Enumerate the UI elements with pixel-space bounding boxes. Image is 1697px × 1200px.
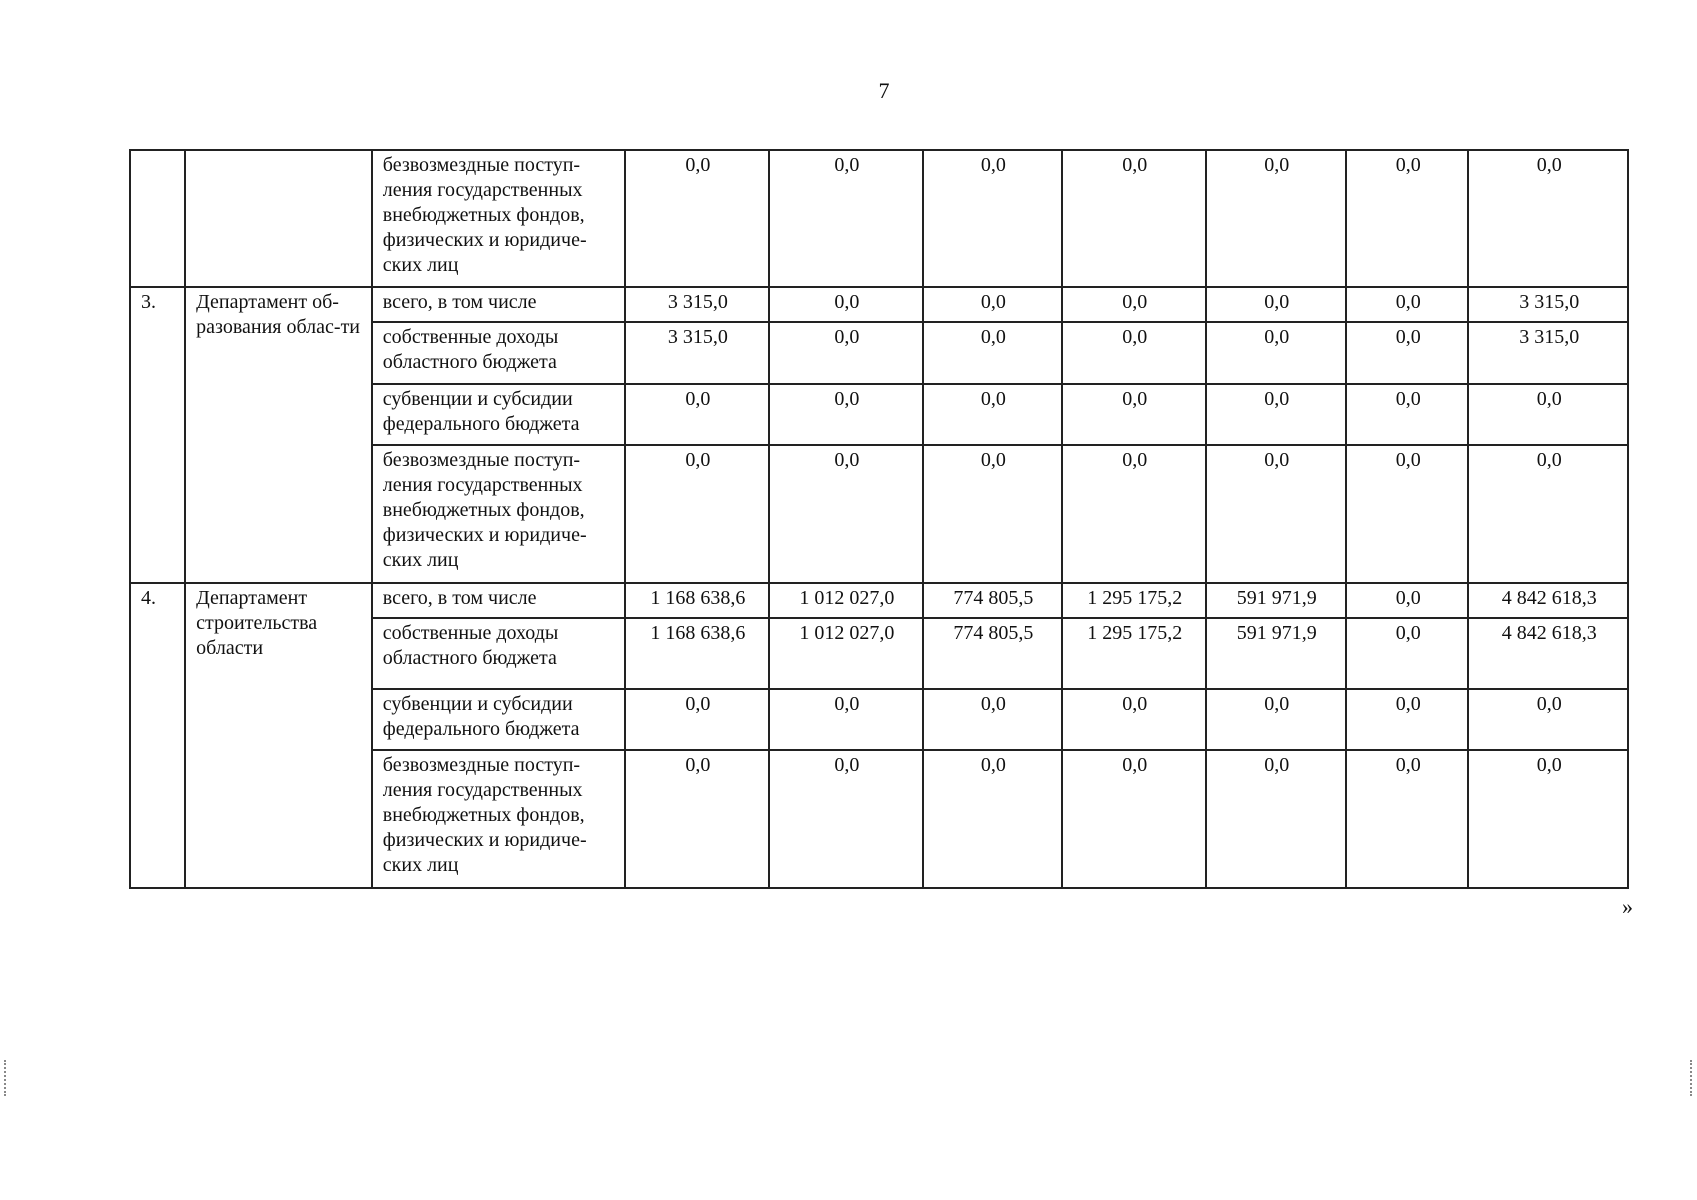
value-cell: 0,0 [769, 150, 923, 287]
scan-edge-mark-right [1690, 1060, 1692, 1096]
value-cell: 0,0 [1206, 384, 1346, 445]
value-cell: 0,0 [1468, 750, 1628, 888]
department-cell: Департамент об-разования облас-ти [185, 287, 372, 583]
value-cell: 0,0 [1346, 618, 1468, 689]
value-cell: 0,0 [1468, 384, 1628, 445]
value-cell: 0,0 [1206, 689, 1346, 750]
row-number-cell: 4. [130, 583, 185, 888]
value-cell: 0,0 [769, 445, 923, 583]
value-cell: 0,0 [1346, 322, 1468, 384]
department-cell: Департамент строительства области [185, 583, 372, 888]
value-cell: 0,0 [769, 689, 923, 750]
value-cell: 0,0 [1062, 384, 1205, 445]
value-cell: 0,0 [1468, 445, 1628, 583]
value-cell: 3 315,0 [1468, 287, 1628, 322]
value-cell: 0,0 [1346, 150, 1468, 287]
value-cell: 0,0 [1206, 287, 1346, 322]
value-cell: 0,0 [769, 287, 923, 322]
value-cell: 0,0 [1206, 750, 1346, 888]
row-number-cell: 3. [130, 287, 185, 583]
department-cell [185, 150, 372, 287]
value-cell: 0,0 [1346, 384, 1468, 445]
value-cell: 3 315,0 [625, 287, 769, 322]
value-cell: 0,0 [769, 750, 923, 888]
value-cell: 3 315,0 [1468, 322, 1628, 384]
funding-source-cell: всего, в том числе [372, 287, 625, 322]
funding-source-cell: субвенции и субсидии федерального бюджета [372, 689, 625, 750]
value-cell: 0,0 [1346, 750, 1468, 888]
value-cell: 0,0 [1468, 150, 1628, 287]
value-cell: 0,0 [1062, 689, 1205, 750]
value-cell: 0,0 [769, 322, 923, 384]
funding-source-cell: собственные доходы областного бюджета [372, 618, 625, 689]
value-cell: 4 842 618,3 [1468, 583, 1628, 618]
funding-source-cell: собственные доходы областного бюджета [372, 322, 625, 384]
value-cell: 0,0 [1206, 445, 1346, 583]
row-number-cell [130, 150, 185, 287]
value-cell: 591 971,9 [1206, 583, 1346, 618]
value-cell: 0,0 [1062, 322, 1205, 384]
table-row [130, 150, 1628, 287]
value-cell: 0,0 [923, 150, 1062, 287]
value-cell: 3 315,0 [625, 322, 769, 384]
table-row [130, 583, 1628, 618]
closing-quote: » [1622, 894, 1633, 919]
value-cell: 774 805,5 [923, 583, 1062, 618]
value-cell: 1 168 638,6 [625, 618, 769, 689]
value-cell: 0,0 [1062, 750, 1205, 888]
value-cell: 0,0 [1062, 150, 1205, 287]
value-cell: 0,0 [1206, 150, 1346, 287]
value-cell: 0,0 [625, 384, 769, 445]
value-cell: 0,0 [1062, 445, 1205, 583]
value-cell: 1 012 027,0 [769, 618, 923, 689]
value-cell: 0,0 [1346, 583, 1468, 618]
funding-source-cell: субвенции и субсидии федерального бюджета [372, 384, 625, 445]
value-cell: 0,0 [923, 750, 1062, 888]
budget-table-body [130, 150, 1628, 888]
table-row [130, 287, 1628, 322]
value-cell: 0,0 [1062, 287, 1205, 322]
value-cell: 0,0 [923, 287, 1062, 322]
value-cell: 0,0 [923, 689, 1062, 750]
value-cell: 0,0 [1206, 322, 1346, 384]
value-cell: 0,0 [625, 150, 769, 287]
value-cell: 0,0 [923, 384, 1062, 445]
value-cell: 0,0 [625, 689, 769, 750]
value-cell: 1 012 027,0 [769, 583, 923, 618]
funding-source-cell: безвозмездные поступ-ления государственных внебюджетных фондов, физических и юридиче-ских лиц [372, 445, 625, 583]
value-cell: 0,0 [625, 750, 769, 888]
value-cell: 0,0 [769, 384, 923, 445]
value-cell: 1 168 638,6 [625, 583, 769, 618]
value-cell: 1 295 175,2 [1062, 618, 1205, 689]
budget-table [129, 149, 1629, 889]
value-cell: 1 295 175,2 [1062, 583, 1205, 618]
value-cell: 591 971,9 [1206, 618, 1346, 689]
value-cell: 0,0 [923, 322, 1062, 384]
value-cell: 0,0 [625, 445, 769, 583]
funding-source-cell: безвозмездные поступ-ления государственных внебюджетных фондов, физических и юридиче-ских лиц [372, 750, 625, 888]
value-cell: 4 842 618,3 [1468, 618, 1628, 689]
funding-source-cell: безвозмездные поступ-ления государственных внебюджетных фондов, физических и юридиче-ских лиц [372, 150, 625, 287]
value-cell: 0,0 [1346, 689, 1468, 750]
page-number: 7 [878, 78, 890, 103]
value-cell: 774 805,5 [923, 618, 1062, 689]
value-cell: 0,0 [1346, 287, 1468, 322]
value-cell: 0,0 [923, 445, 1062, 583]
scan-edge-mark-left [4, 1060, 6, 1096]
value-cell: 0,0 [1468, 689, 1628, 750]
funding-source-cell: всего, в том числе [372, 583, 625, 618]
value-cell: 0,0 [1346, 445, 1468, 583]
